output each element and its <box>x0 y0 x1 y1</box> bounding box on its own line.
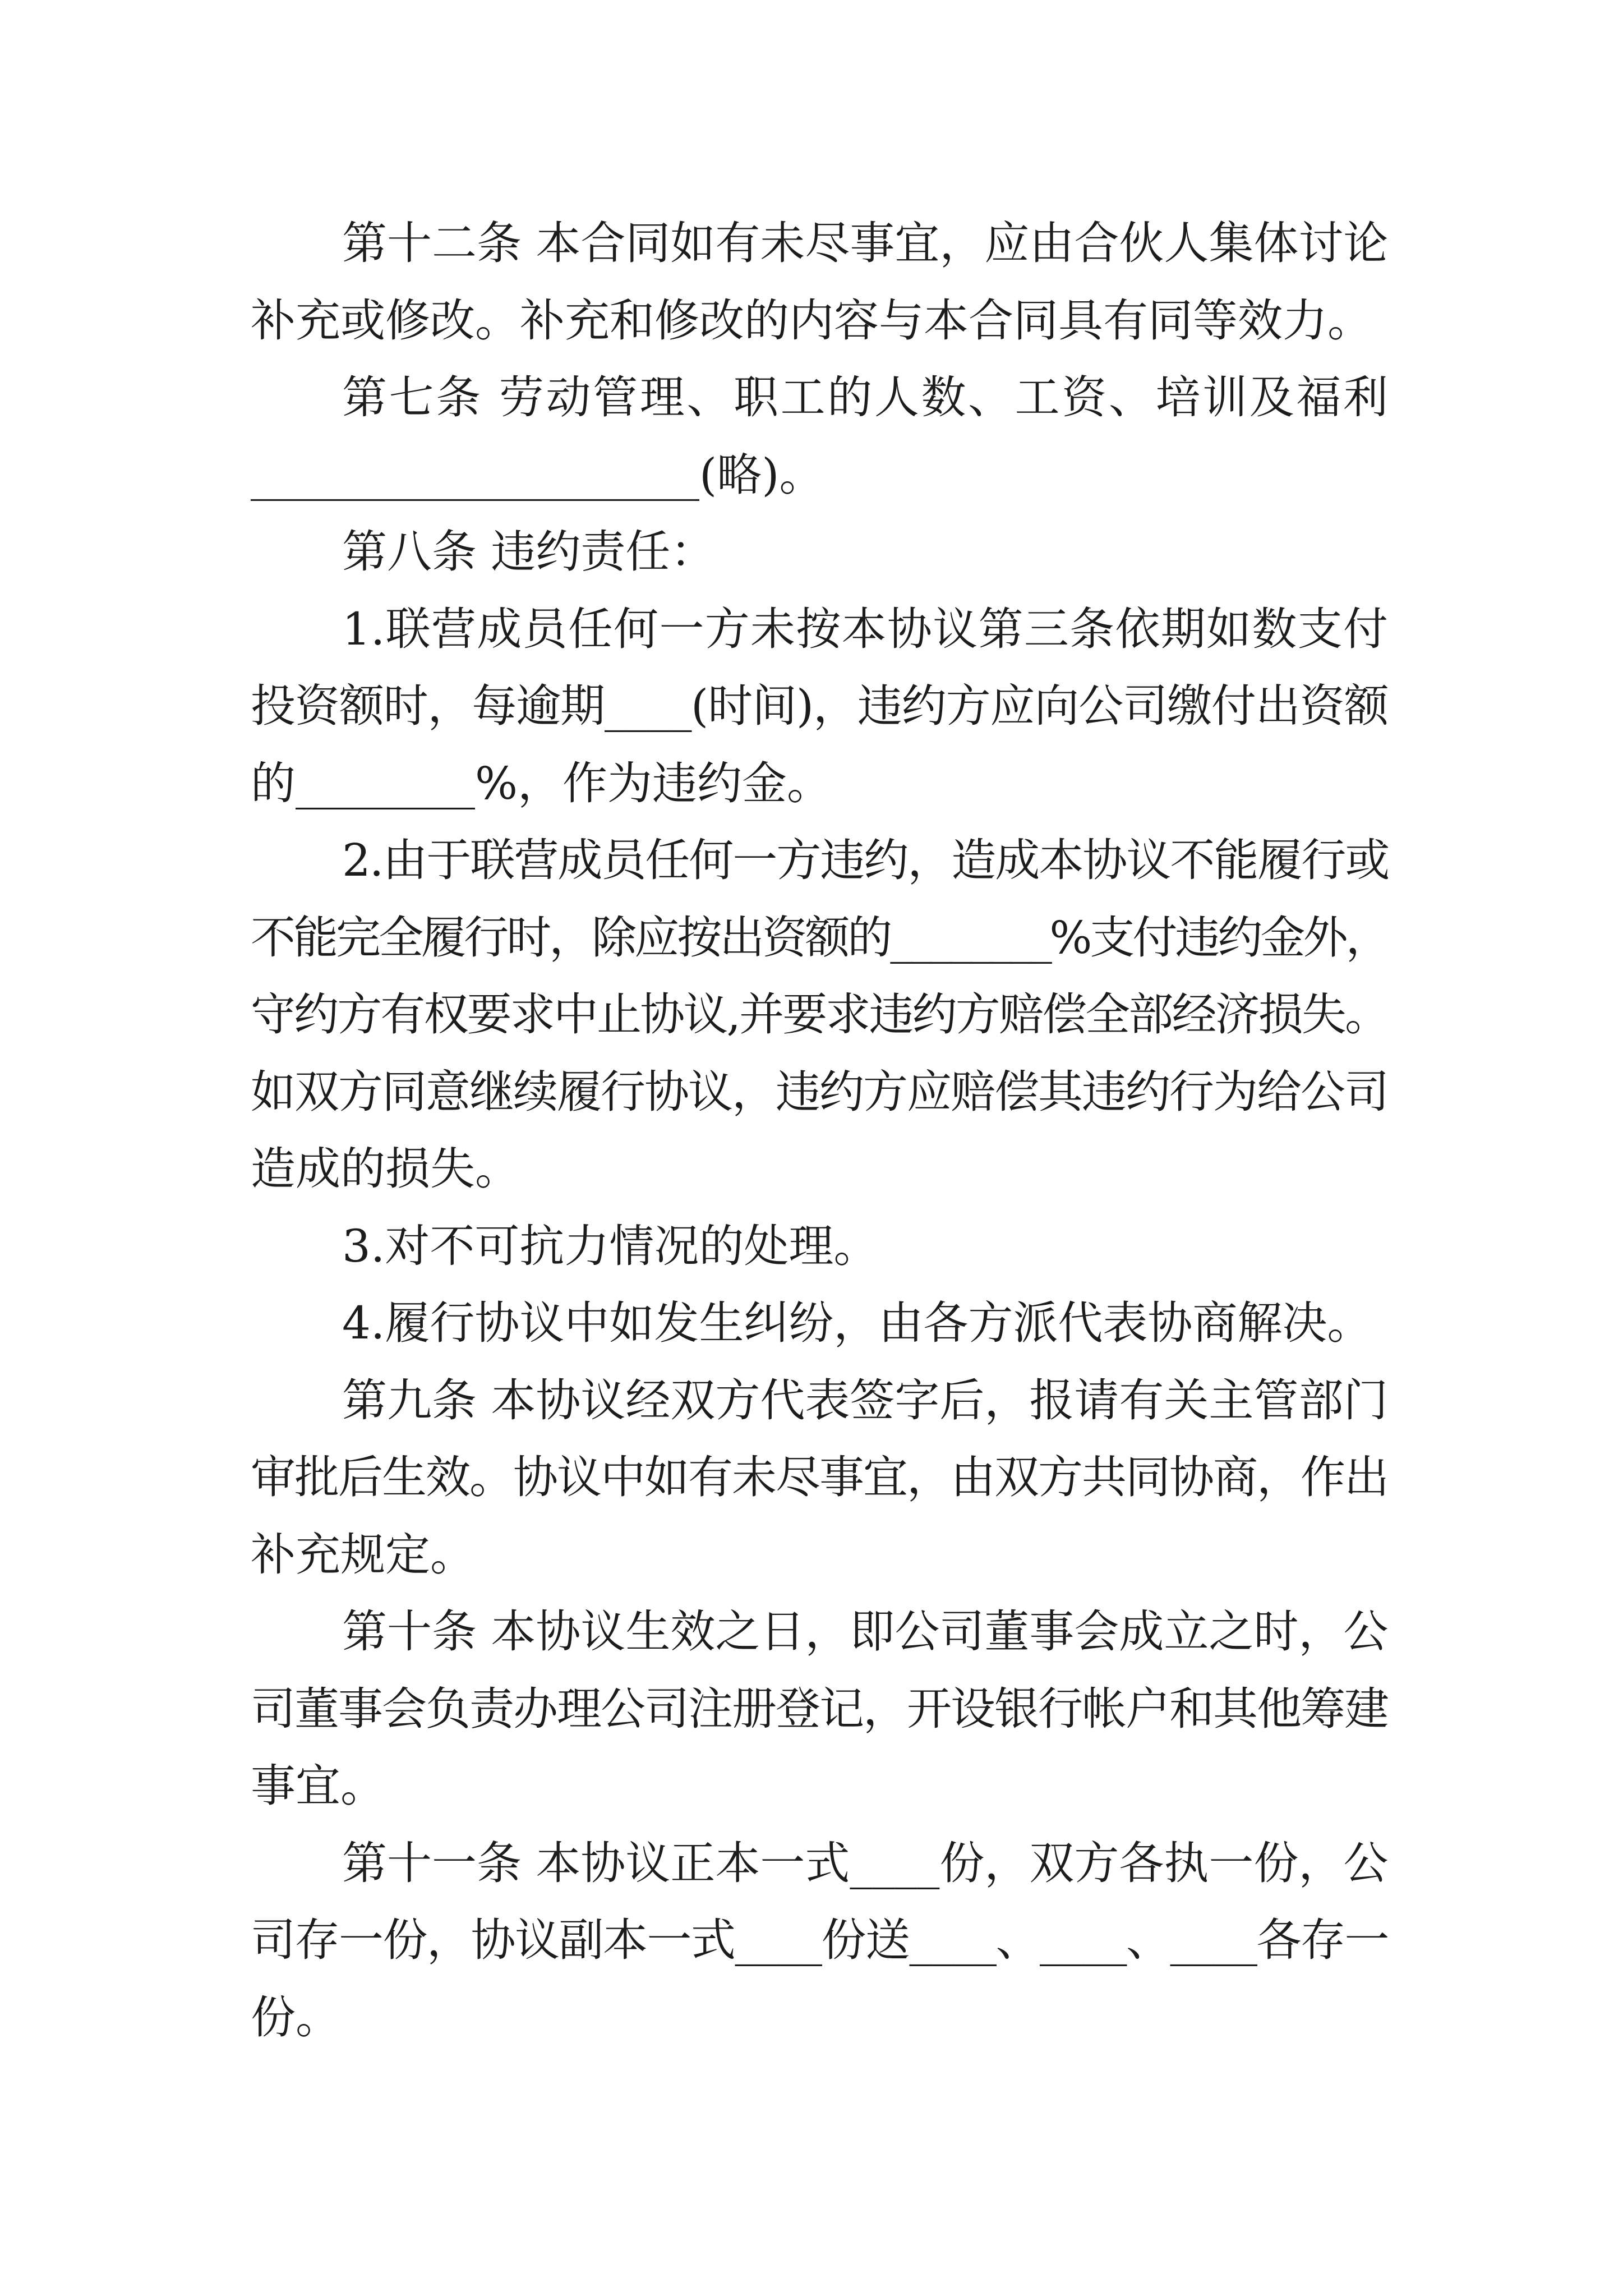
article-8-item-1-line-2: 投资额时，每逾期____(时间)，违约方应向公司缴付出资额 <box>251 680 1388 732</box>
article-12-line-2: 补充或修改。补充和修改的内容与本合同具有同等效力。 <box>251 294 1372 347</box>
article-9-line-3: 补充规定。 <box>251 1528 475 1581</box>
article-12-line-1: 第十二条 本合同如有未尽事宜，应由合伙人集体讨论 <box>342 217 1389 269</box>
article-11-line-1: 第十一条 本协议正本一式____份，双方各执一份，公 <box>342 1837 1389 1889</box>
paragraph-article-12 <box>251 205 1388 359</box>
article-10-line-3: 事宜。 <box>251 1760 385 1812</box>
paragraph-article-11 <box>251 1825 1388 2056</box>
paragraph-article-10 <box>251 1593 1388 1825</box>
paragraph-article-8-heading <box>251 513 1388 591</box>
paragraph-article-8-item-1 <box>251 591 1388 822</box>
article-7-line-1: 第七条 劳动管理、职工的人数、工资、培训及福利 <box>342 371 1388 424</box>
article-8-item-2-line-4: 如双方同意继续履行协议，违约方应赔偿其违约行为给公司 <box>251 1065 1388 1118</box>
paragraph-article-8-item-4 <box>251 1285 1388 1362</box>
article-9-line-1: 第九条 本协议经双方代表签字后，报请有关主管部门 <box>342 1374 1389 1427</box>
article-11-line-2: 司存一份，协议副本一式____份送____、____、____各存一 <box>251 1914 1389 1966</box>
article-10-line-1: 第十条 本协议生效之日，即公司董事会成立之时，公 <box>342 1605 1389 1658</box>
article-8-item-2-line-5: 造成的损失。 <box>251 1143 520 1195</box>
article-8-item-1-line-1: 1.联营成员任何一方未按本协议第三条依期如数支付 <box>342 602 1388 655</box>
article-7-line-2: ____________________(略)。 <box>251 448 824 501</box>
article-8-heading-line: 第八条 违约责任： <box>342 526 716 578</box>
paragraph-article-8-item-3 <box>251 1208 1388 1285</box>
article-8-item-2-line-1: 2.由于联营成员任何一方违约，造成本协议不能履行或 <box>342 834 1389 886</box>
paragraph-article-8-item-2 <box>251 822 1388 1208</box>
article-8-item-4-line-1: 4.履行协议中如发生纠纷，由各方派代表协商解决。 <box>342 1297 1372 1349</box>
article-11-line-3: 份。 <box>251 1991 340 2044</box>
article-8-item-3-line-1: 3.对不可抗力情况的处理。 <box>342 1220 879 1272</box>
article-9-line-2: 审批后生效。协议中如有未尽事宜，由双方共同协商，作出 <box>251 1451 1388 1503</box>
article-10-line-2: 司董事会负责办理公司注册登记，开设银行帐户和其他筹建 <box>251 1682 1388 1735</box>
paragraph-article-9 <box>251 1362 1388 1594</box>
document-page <box>251 205 1388 2056</box>
article-8-item-1-line-3: 的________%，作为违约金。 <box>251 757 832 809</box>
article-8-item-2-line-3: 守约方有权要求中止协议,并要求违约方赔偿全部经济损失。 <box>251 988 1388 1041</box>
paragraph-article-7 <box>251 359 1388 513</box>
article-8-item-2-line-2: 不能完全履行时，除应按出资额的________%支付违约金外， <box>251 911 1388 964</box>
